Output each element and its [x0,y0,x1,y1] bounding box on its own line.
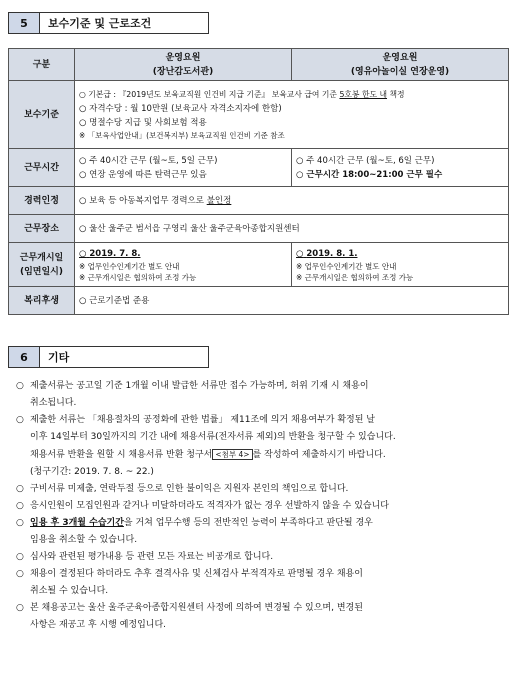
hours-col2: ○ 주 40시간 근무 (월~토, 6일 근무) ○ 근무시간 18:00~21:00 근무 필수 [292,149,509,187]
header-col1-line1: 운영요원 [165,52,201,63]
section-title: 보수기준 및 근로조건 [40,12,209,34]
row-welfare [9,287,509,315]
section-number: 5 [8,12,40,34]
pay-note: ※ 「보육사업안내」(보건복지부) 보육교직원 인건비 기준 참조 [79,131,285,140]
row-label: 보수기준 [9,81,75,149]
pay-line-2: ○ 자격수당 : 월 10만원 (보육교사 자격소지자에 한함) [79,104,282,114]
etc-list [16,378,508,634]
career-content: ○ 보육 등 아동복지업무 경력으로 불인정 [75,187,509,215]
list-item: ○ 심사와 관련된 평가내용 등 관련 모든 자료는 비공개로 합니다. [16,552,274,562]
header-col-toy-library [75,49,292,81]
row-pay [9,81,509,149]
row-place [9,215,509,243]
section-number: 6 [8,346,40,368]
pay-content [75,81,509,149]
table-header-row [9,49,509,81]
list-item: ○ 제출한 서류는 「채용절차의 공정화에 관한 법률」 제11조에 의거 채용여부가 확정된 날 이후 14일부터 30일까지의 기간 내에 채용서류(전자서류 제외)의 반환을 청구할 수 있습니다. 채용서류 반환을 원할 시 채용서류 반환 청구서 <첨부 4> 를 작성하여 제출하시기 바랍니다. [16,415,396,460]
attachment-label: <첨부 4> [212,449,252,460]
row-label: 복리후생 [9,287,75,315]
section-title: 기타 [40,346,209,368]
header-col-playroom [292,49,509,81]
working-conditions-table [8,48,509,315]
header-col2-line2: (영유아놀이실 연장운영) [350,66,450,77]
start-col1: ○ 2019. 7. 8. ※ 업무인수인계기간 별도 안내 ※ 근무개시일은 협의하여 조정 가능 [75,243,292,287]
header-col2-line1: 운영요원 [382,52,418,63]
header-label: 구분 [9,49,75,81]
row-label: 근무개시일 (임면일시) [9,243,75,287]
pay-line-1: ○ 기본급 : 『2019년도 보육교직원 인건비 지급 기준』 보육교사 급여 기준 5호봉 한도 내 책정 [79,90,405,99]
claim-period: (청구기간: 2019. 7. 8. ~ 22.) [30,467,154,477]
welfare-content: ○ 근로기준법 준용 [75,287,509,315]
pay-line-3: ○ 명절수당 지급 및 사회보험 적용 [79,118,207,128]
list-item: ○ 응시인원이 모집인원과 같거나 미달하더라도 적격자가 없는 경우 선발하지 않을 수 있습니다 [16,501,389,511]
list-item: ○ 제출서류는 공고일 기준 1개월 이내 발급한 서류만 접수 가능하며, 허위 기재 시 채용이 취소됩니다. [16,381,369,408]
place-content: ○ 울산 울주군 범서읍 구영리 울산 울주군육아종합지원센터 [75,215,509,243]
list-item: ○ 본 채용공고는 울산 울주군육아종합지원센터 사정에 의하여 변경될 수 있으며, 변경된 사항은 재공고 후 시행 예정입니다. [16,603,363,630]
row-label: 경력인정 [9,187,75,215]
row-label: 근무장소 [9,215,75,243]
section-5-header [8,12,209,34]
header-col1-line2: (장난감도서관) [152,66,214,77]
hours-col1: ○ 주 40시간 근무 (월~토, 5일 근무) ○ 연장 운영에 따른 탄력근무 있음 [75,149,292,187]
list-item: ○ 임용 후 3개월 수습기간을 거쳐 업무수행 등의 전반적인 능력이 부족하다고 판단될 경우 임용을 취소할 수 있습니다. [16,518,373,545]
start-col2: ○ 2019. 8. 1. ※ 업무인수인계기간 별도 안내 ※ 근무개시일은 협의하여 조정 가능 [292,243,509,287]
list-item: ○ 채용이 결정된다 하더라도 추후 결격사유 및 신체검사 부적격자로 판명될 경우 채용이 취소될 수 있습니다. [16,569,363,596]
row-start-date [9,243,509,287]
row-label: 근무시간 [9,149,75,187]
row-hours [9,149,509,187]
section-6-header [8,346,209,368]
row-career [9,187,509,215]
list-item: ○ 구비서류 미제출, 연락두절 등으로 인한 불이익은 지원자 본인의 책임으로 합니다. [16,484,349,494]
